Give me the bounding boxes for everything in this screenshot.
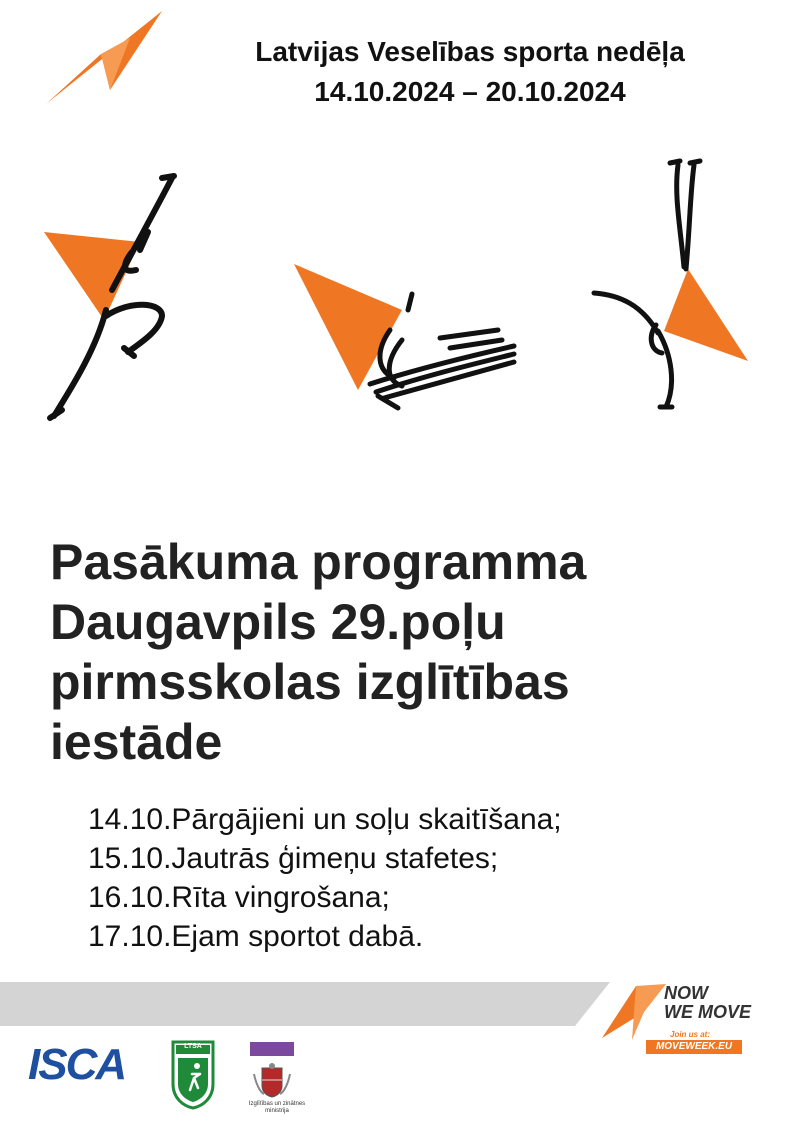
title-line: iestāde (50, 714, 223, 770)
nwm-url: MOVEWEEK.EU (646, 1040, 742, 1054)
title-line: Pasākuma programma (50, 534, 587, 590)
title-line: Daugavpils 29.poļu (50, 594, 506, 650)
isca-logo: ISCA (28, 1040, 126, 1089)
title-line: pirmsskolas izglītības (50, 654, 570, 710)
event-header (175, 32, 765, 112)
event-title: Latvijas Veselības sporta nedēļa (255, 36, 685, 67)
figure-handstand-icon (590, 155, 760, 415)
nwm-join: Join us at: (670, 1030, 711, 1039)
now-we-move-logo (600, 974, 760, 1058)
ltsa-label: LTSA (184, 1043, 202, 1050)
now-we-move-arrow-logo (44, 8, 168, 106)
ltsa-shield-logo (170, 1040, 216, 1110)
schedule-item: 14.10.Pārgājieni un soļu skaitīšana; (88, 803, 562, 836)
ministry-purple-bar (250, 1042, 294, 1056)
footer-banner (0, 982, 610, 1028)
schedule-list (88, 800, 768, 956)
now-we-move-text (664, 984, 751, 1022)
ministry-line1: Izglītības un zinātnes (248, 1101, 306, 1107)
schedule-item: 17.10.Ejam sportot dabā. (88, 920, 424, 953)
ministry-line2: ministrija (265, 1108, 289, 1114)
nwm-line2: WE MOVE (664, 1002, 752, 1022)
latvia-coat-of-arms-icon (252, 1062, 292, 1100)
program-title (50, 532, 770, 772)
now-we-move-arrow-icon (600, 982, 670, 1042)
ministry-label (240, 1101, 314, 1115)
event-dates: 14.10.2024 – 20.10.2024 (314, 76, 626, 107)
nwm-line1: NOW (664, 983, 708, 1003)
schedule-item: 15.10.Jautrās ģimeņu stafetes; (88, 842, 499, 875)
figure-ski-icon (290, 260, 520, 420)
figure-wave-icon (40, 170, 190, 430)
schedule-item: 16.10.Rīta vingrošana; (88, 881, 390, 914)
